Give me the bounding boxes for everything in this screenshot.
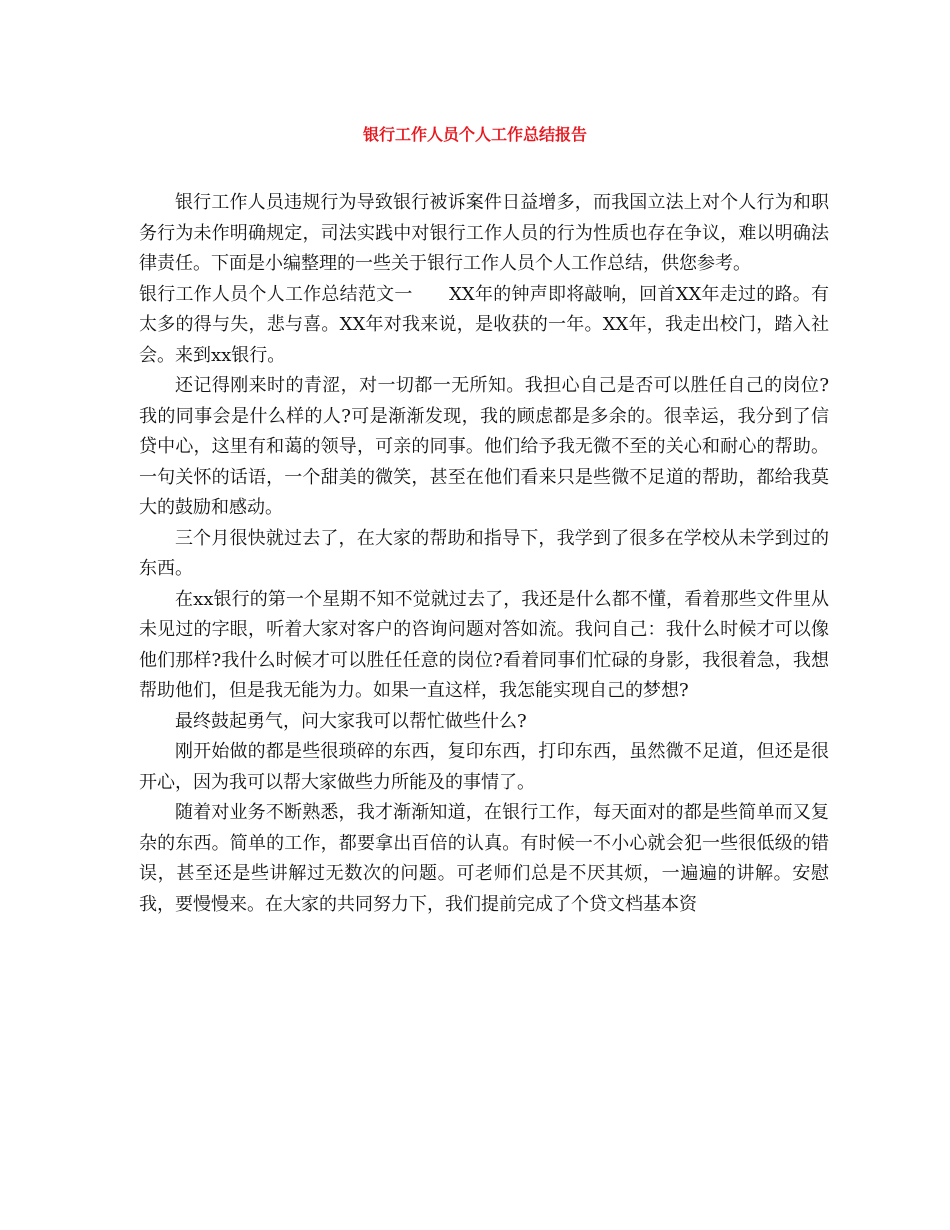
paragraph-trivial-tasks: 刚开始做的都是些很琐碎的东西，复印东西，打印东西，虽然微不足道，但还是很开心，因为我可以帮大家做些力所能及的事情了。: [139, 741, 829, 793]
paragraph-intro: 银行工作人员违规行为导致银行被诉案件日益增多，而我国立法上对个人行为和职务行为未作明确规定，司法实践中对银行工作人员的行为性质也存在争议，难以明确法律责任。下面是小编整理的一些关于银行工作人员个人工作总结，供您参考。: [139, 192, 829, 274]
paragraph-first-week: 在xx银行的第一个星期不知不觉就过去了，我还是什么都不懂，看着那些文件里从未见过的字眼，听着大家对客户的咨询问题对答如流。我问自己：我什么时候才可以像他们那样?我什么时候才可以胜任任意的岗位?看着同事们忙碌的身影，我很着急，我想帮助他们，但是我无能为力。如果一直这样，我怎能实现自己的梦想?: [139, 588, 829, 701]
paragraph-sample-heading: 银行工作人员个人工作总结范文一 XX年的钟声即将敲响，回首XX年走过的路。有太多的得与失，悲与喜。XX年对我来说，是收获的一年。XX年，我走出校门，踏入社会。来到xx银行。: [139, 283, 829, 366]
paragraph-courage: 最终鼓起勇气，问大家我可以帮忙做些什么?: [175, 710, 527, 732]
paragraph-business-familiarity: 随着对业务不断熟悉，我才渐渐知道，在银行工作，每天面对的都是些简单而又复杂的东西。简单的工作，都要拿出百倍的认真。有时候一不小心就会犯一些很低级的错误，甚至还是些讲解过无数次的问题。可老师们总是不厌其烦，一遍遍的讲解。安慰我，要慢慢来。在大家的共同努力下，我们提前完成了个贷文档基本资: [139, 802, 829, 915]
paragraph-first-arrival: 还记得刚来时的青涩，对一切都一无所知。我担心自己是否可以胜任自己的岗位?我的同事会是什么样的人?可是渐渐发现，我的顾虑都是多余的。很幸运，我分到了信贷中心，这里有和蔼的领导，可亲的同事。他们给予我无微不至的关心和耐心的帮助。一句关怀的话语，一个甜美的微笑，甚至在他们看来只是些微不足道的帮助，都给我莫大的鼓励和感动。: [139, 375, 829, 518]
paragraph-three-months: 三个月很快就过去了，在大家的帮助和指导下，我学到了很多在学校从未学到过的东西。: [139, 527, 829, 579]
document-body: [139, 188, 829, 920]
document-title: 银行工作人员个人工作总结报告: [362, 125, 587, 144]
